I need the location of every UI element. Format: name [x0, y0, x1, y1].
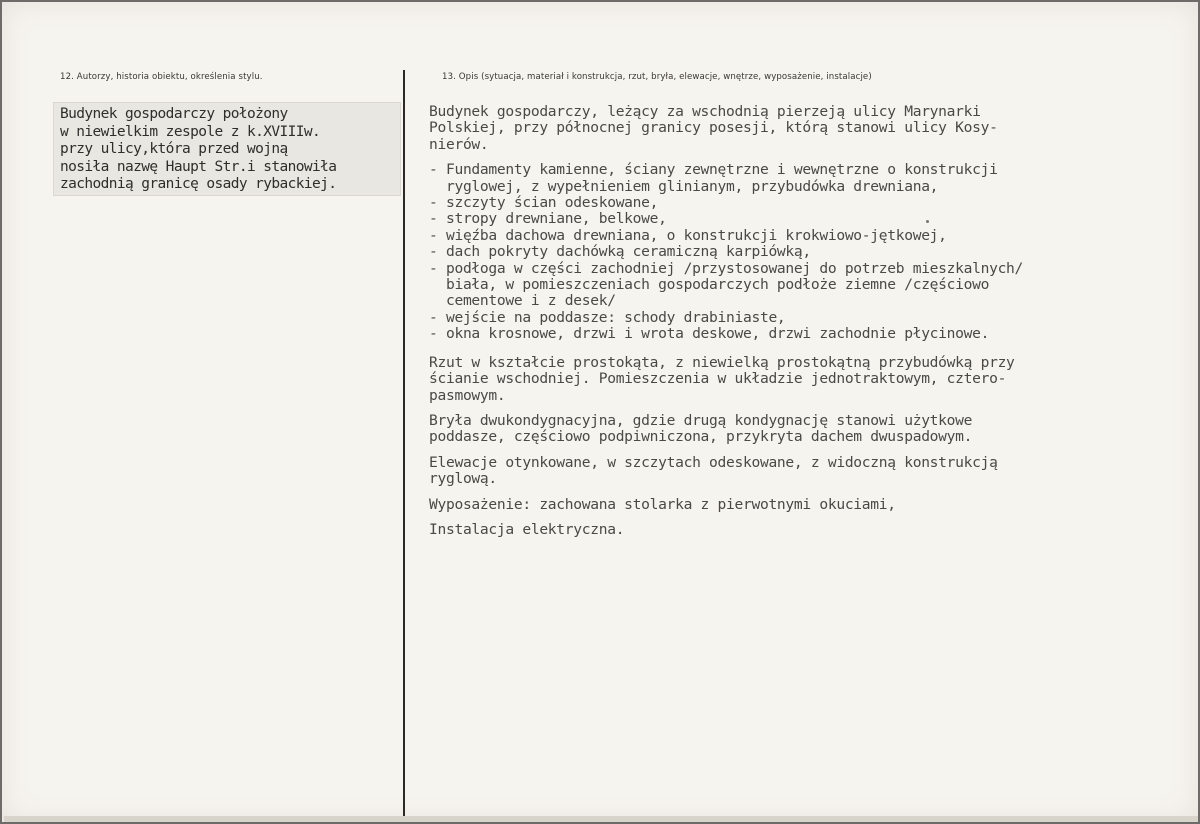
- materials-line: - podłoga w części zachodniej /przystosowanej do potrzeb mieszkalnych/: [429, 259, 1024, 277]
- description-text: [429, 104, 1023, 538]
- form-line: poddasze, częściowo podpiwniczona, przykryta dachem dwuspadowym.: [429, 428, 973, 446]
- materials-line: - wejście na poddasze: schody drabiniaste,: [429, 308, 786, 326]
- history-line: nosiła nazwę Haupt Str.i stanowiła: [60, 158, 337, 175]
- intro-line: nierów.: [429, 135, 489, 153]
- form-line: Bryła dwukondygnacyjna, gdzie drugą kondygnację stanowi użytkowe: [429, 411, 973, 429]
- equipment-line: Wyposażenie: zachowana stolarka z pierwotnymi okuciami,: [429, 495, 896, 513]
- materials-list: [429, 162, 1023, 342]
- materials-line: - więźba dachowa drewniana, o konstrukcji krokwiowo-jętkowej,: [429, 226, 947, 244]
- form-paragraph: [429, 413, 1023, 446]
- intro-line: Budynek gospodarczy, leżący za wschodnią pierzeją ulicy Marynarki: [429, 103, 981, 120]
- section-13-header: 13. Opis (sytuacja, materiał i konstrukcja, rzut, bryła, elewacje, wnętrze, wyposażenie, instalacje): [442, 72, 872, 82]
- plan-paragraph: [429, 355, 1023, 404]
- intro-line: Polskiej, przy północnej granicy posesji, którą stanowi ulicy Kosy-: [429, 119, 998, 137]
- plan-line: ścianie wschodniej. Pomieszczenia w układzie jednotraktowym, cztero-: [429, 370, 1007, 388]
- history-line: w niewielkim zespole z k.XVIIIw.: [60, 123, 321, 140]
- materials-line: ryglowej, z wypełnieniem glinianym, przybudówka drewniana,: [429, 177, 939, 195]
- history-line: zachodnią granicę osady rybackiej.: [60, 176, 337, 192]
- materials-line: biała, w pomieszczeniach gospodarczych podłoże ziemne /częściowo: [429, 276, 990, 294]
- intro-paragraph: [429, 104, 1023, 153]
- elevation-paragraph: [429, 455, 1023, 488]
- history-text: [60, 106, 336, 194]
- materials-line: - dach pokryty dachówką ceramiczną karpiówką,: [429, 243, 811, 261]
- installations-line: Instalacja elektryczna.: [429, 520, 625, 538]
- plan-line: pasmowym.: [429, 386, 506, 404]
- materials-line: cementowe i z desek/: [429, 292, 616, 310]
- section-12-header: 12. Autorzy, historia obiektu, określenia stylu.: [60, 72, 263, 82]
- materials-line: - okna krosnowe, drzwi i wrota deskowe, drzwi zachodnie płycinowe.: [429, 325, 990, 343]
- materials-line: - stropy drewniane, belkowe,: [429, 210, 667, 228]
- column-divider: [403, 70, 405, 822]
- document-sheet: [2, 2, 1198, 822]
- materials-line: - Fundamenty kamienne, ściany zewnętrzne i wewnętrzne o konstrukcji: [429, 161, 998, 179]
- elevation-line: Elewacje otynkowane, w szczytach odeskowane, z widoczną konstrukcją: [429, 453, 998, 471]
- history-line: przy ulicy,która przed wojną: [60, 141, 288, 157]
- materials-line: - szczyty ścian odeskowane,: [429, 194, 659, 212]
- plan-line: Rzut w kształcie prostokąta, z niewielką prostokątną przybudówką przy: [429, 353, 1015, 371]
- ink-speck: [926, 220, 929, 223]
- elevation-line: ryglową.: [429, 470, 497, 488]
- history-line: Budynek gospodarczy położony: [60, 106, 288, 122]
